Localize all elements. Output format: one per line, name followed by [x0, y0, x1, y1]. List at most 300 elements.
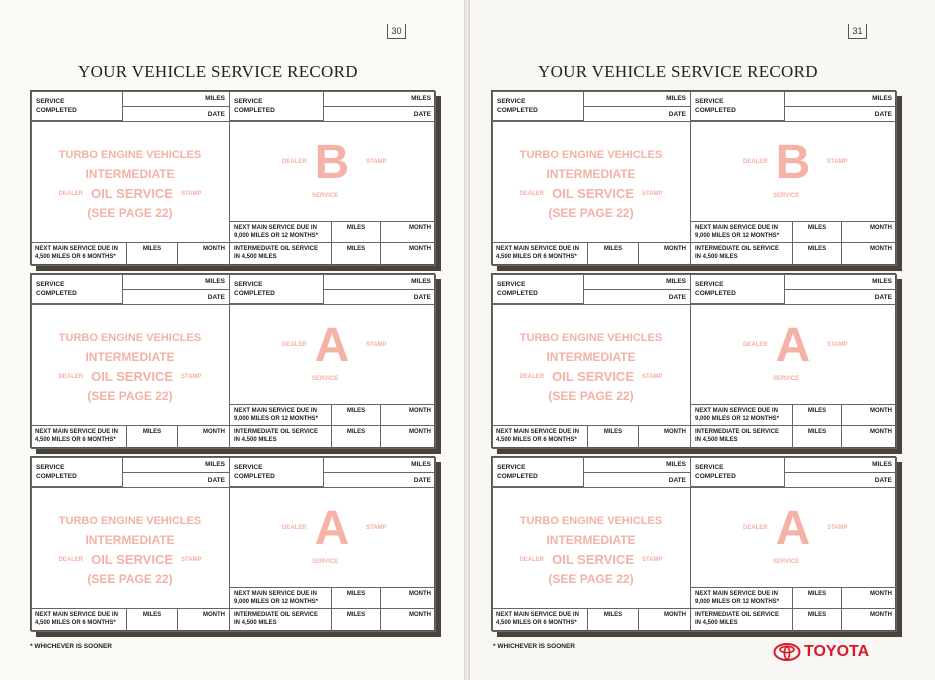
- month-label: MONTH: [203, 246, 225, 252]
- turbo-line1: TURBO ENGINE VEHICLES: [58, 332, 202, 344]
- intermediate-label: [229, 242, 332, 266]
- next-main-4500-label: [492, 242, 588, 266]
- next-main-4500-miles[interactable]: [126, 425, 178, 449]
- intermediate-miles[interactable]: [792, 425, 842, 449]
- intermediate-month[interactable]: [841, 425, 897, 449]
- stamp-dealer: DEALER: [743, 342, 768, 348]
- service-label: SERVICE: [36, 98, 65, 105]
- service-letter: B: [314, 136, 350, 189]
- miles-field-1[interactable]: [583, 457, 691, 473]
- next-main-9000-month[interactable]: [380, 587, 436, 609]
- next-main-9000-label: [229, 404, 332, 426]
- intermediate-line2: IN 4,500 MILES: [234, 436, 277, 443]
- turbo-stamp: STAMP: [642, 374, 663, 381]
- service-completed-label-box: [31, 457, 123, 487]
- date-field-2[interactable]: [784, 472, 897, 488]
- date-field-1[interactable]: [122, 472, 230, 488]
- month-label: MONTH: [870, 246, 892, 252]
- stamp-service: SERVICE: [773, 193, 800, 199]
- service-label: SERVICE: [695, 98, 724, 105]
- service-label: SERVICE: [695, 464, 724, 471]
- intermediate-line1: INTERMEDIATE OIL SERVICE: [234, 429, 319, 435]
- next-main-9000-label: [690, 404, 793, 426]
- next-main-4500-line2: 4,500 MILES OR 6 MONTHS*: [35, 253, 116, 260]
- miles-label: MILES: [346, 612, 366, 618]
- miles-label: MILES: [411, 95, 431, 102]
- miles-label: MILES: [346, 225, 366, 231]
- service-letter: A: [775, 502, 811, 555]
- date-field-2[interactable]: [784, 289, 897, 305]
- date-label: DATE: [207, 477, 225, 484]
- stamp-dealer: DEALER: [282, 159, 307, 165]
- service-completed-label-box-2: [690, 457, 785, 487]
- next-main-4500-miles[interactable]: [587, 242, 639, 266]
- service-record-p1-r1: [30, 90, 435, 265]
- stamp-service: SERVICE: [312, 193, 339, 199]
- date-field-1[interactable]: [583, 289, 691, 305]
- miles-label: MILES: [411, 278, 431, 285]
- date-label: DATE: [874, 294, 892, 301]
- next-main-4500-label: [31, 425, 127, 449]
- miles-field-2[interactable]: [323, 91, 436, 107]
- next-main-4500-label: [31, 608, 127, 632]
- next-main-4500-line2: 4,500 MILES OR 6 MONTHS*: [496, 619, 577, 626]
- toyota-emblem-icon: [773, 643, 801, 661]
- intermediate-line1: INTERMEDIATE OIL SERVICE: [695, 429, 780, 435]
- next-main-4500-month[interactable]: [177, 608, 230, 632]
- next-main-4500-miles[interactable]: [126, 608, 178, 632]
- next-main-9000-month[interactable]: [841, 587, 897, 609]
- service-letter: A: [775, 319, 811, 372]
- service-completed-label-box-2: [690, 91, 785, 121]
- stamp-service: SERVICE: [312, 376, 339, 382]
- turbo-dealer: DEALER: [58, 191, 84, 198]
- turbo-dealer: DEALER: [58, 557, 84, 564]
- completed-label: COMPLETED: [497, 290, 538, 297]
- stamp-stamp: STAMP: [366, 159, 387, 165]
- date-field-1[interactable]: [583, 106, 691, 122]
- intermediate-line2: IN 4,500 MILES: [234, 253, 277, 260]
- service-completed-label-box: [31, 91, 123, 121]
- next-main-9000-month[interactable]: [380, 404, 436, 426]
- turbo-line3: OIL SERVICE: [91, 552, 173, 567]
- service-label: SERVICE: [695, 281, 724, 288]
- miles-label: MILES: [603, 429, 623, 435]
- date-field-2[interactable]: [323, 289, 436, 305]
- turbo-line3: OIL SERVICE: [552, 552, 634, 567]
- next-main-9000-month[interactable]: [841, 221, 897, 243]
- turbo-line4: (SEE PAGE 22): [548, 206, 634, 221]
- record-card: [30, 90, 435, 265]
- miles-label: MILES: [807, 612, 827, 618]
- date-field-2[interactable]: [323, 106, 436, 122]
- stamp-stamp: STAMP: [366, 525, 387, 531]
- intermediate-month[interactable]: [380, 425, 436, 449]
- turbo-line3: OIL SERVICE: [552, 186, 634, 201]
- miles-label: MILES: [872, 461, 892, 468]
- miles-label: MILES: [807, 591, 827, 597]
- date-label: DATE: [668, 294, 686, 301]
- date-field-1[interactable]: [122, 106, 230, 122]
- turbo-stamp: STAMP: [642, 191, 663, 198]
- intermediate-line1: INTERMEDIATE OIL SERVICE: [234, 612, 319, 618]
- completed-label: COMPLETED: [36, 107, 77, 114]
- turbo-line1: TURBO ENGINE VEHICLES: [519, 332, 663, 344]
- stamp-dealer: DEALER: [743, 159, 768, 165]
- turbo-line2: INTERMEDIATE: [546, 167, 636, 181]
- miles-label: MILES: [205, 278, 225, 285]
- record-card: [30, 273, 435, 448]
- next-main-9000-line2: 9,000 MILES OR 12 MONTHS*: [234, 598, 319, 605]
- turbo-line4: (SEE PAGE 22): [87, 206, 173, 221]
- service-label: SERVICE: [497, 464, 526, 471]
- next-main-4500-month[interactable]: [638, 608, 691, 632]
- turbo-stamp: STAMP: [181, 374, 202, 381]
- completed-label: COMPLETED: [695, 290, 736, 297]
- intermediate-month[interactable]: [841, 608, 897, 632]
- service-letter: B: [775, 136, 811, 189]
- completed-label: COMPLETED: [234, 473, 275, 480]
- book-gutter: [464, 0, 470, 680]
- dealer-stamp-watermark: [230, 497, 434, 577]
- dealer-stamp-watermark: [230, 131, 434, 211]
- miles-field-2[interactable]: [323, 274, 436, 290]
- miles-label: MILES: [807, 246, 827, 252]
- service-completed-label-box-2: [229, 457, 324, 487]
- month-label: MONTH: [409, 429, 431, 435]
- stamp-dealer: DEALER: [282, 525, 307, 531]
- date-label: DATE: [413, 111, 431, 118]
- next-main-4500-line2: 4,500 MILES OR 6 MONTHS*: [35, 436, 116, 443]
- miles-label: MILES: [142, 612, 162, 618]
- miles-label: MILES: [666, 461, 686, 468]
- next-main-9000-line2: 9,000 MILES OR 12 MONTHS*: [695, 415, 780, 422]
- month-label: MONTH: [409, 612, 431, 618]
- stamp-dealer: DEALER: [743, 525, 768, 531]
- service-label: SERVICE: [234, 281, 263, 288]
- intermediate-line2: IN 4,500 MILES: [234, 619, 277, 626]
- next-main-4500-miles[interactable]: [587, 425, 639, 449]
- service-record-p2-r3: [491, 456, 896, 631]
- next-main-4500-line1: NEXT MAIN SERVICE DUE IN: [35, 429, 118, 435]
- intermediate-miles[interactable]: [331, 608, 381, 632]
- toyota-logo: [773, 643, 869, 661]
- intermediate-month[interactable]: [380, 242, 436, 266]
- next-main-4500-label: [492, 425, 588, 449]
- next-main-4500-label: [31, 242, 127, 266]
- miles-field-1[interactable]: [583, 91, 691, 107]
- intermediate-line1: INTERMEDIATE OIL SERVICE: [695, 612, 780, 618]
- month-label: MONTH: [664, 246, 686, 252]
- completed-label: COMPLETED: [234, 290, 275, 297]
- next-main-4500-line1: NEXT MAIN SERVICE DUE IN: [35, 612, 118, 618]
- completed-label: COMPLETED: [497, 107, 538, 114]
- service-completed-label-box: [492, 274, 584, 304]
- next-main-9000-line2: 9,000 MILES OR 12 MONTHS*: [695, 598, 780, 605]
- miles-label: MILES: [205, 95, 225, 102]
- miles-label: MILES: [666, 95, 686, 102]
- service-completed-label-box-2: [229, 91, 324, 121]
- turbo-line4: (SEE PAGE 22): [87, 572, 173, 587]
- turbo-line1: TURBO ENGINE VEHICLES: [519, 515, 663, 527]
- miles-label: MILES: [205, 461, 225, 468]
- page-title-right: YOUR VEHICLE SERVICE RECORD: [538, 62, 818, 81]
- completed-label: COMPLETED: [36, 290, 77, 297]
- next-main-9000-month[interactable]: [841, 404, 897, 426]
- record-card: [491, 90, 896, 265]
- next-main-9000-line1: NEXT MAIN SERVICE DUE IN: [234, 591, 317, 597]
- turbo-line2: INTERMEDIATE: [85, 167, 175, 181]
- next-main-4500-line1: NEXT MAIN SERVICE DUE IN: [496, 612, 579, 618]
- stamp-stamp: STAMP: [827, 342, 848, 348]
- stamp-stamp: STAMP: [827, 525, 848, 531]
- month-label: MONTH: [409, 225, 431, 231]
- service-label: SERVICE: [497, 98, 526, 105]
- date-label: DATE: [668, 477, 686, 484]
- intermediate-miles[interactable]: [331, 242, 381, 266]
- next-main-4500-line2: 4,500 MILES OR 6 MONTHS*: [35, 619, 116, 626]
- next-main-9000-miles[interactable]: [331, 404, 381, 426]
- turbo-watermark: [31, 146, 229, 223]
- month-label: MONTH: [409, 246, 431, 252]
- service-letter: A: [314, 319, 350, 372]
- turbo-watermark: [492, 512, 690, 589]
- service-label: SERVICE: [36, 464, 65, 471]
- next-main-9000-month[interactable]: [380, 221, 436, 243]
- intermediate-month[interactable]: [841, 242, 897, 266]
- dealer-stamp-watermark: [691, 497, 895, 577]
- next-main-9000-label: [690, 221, 793, 243]
- date-label: DATE: [874, 477, 892, 484]
- turbo-watermark: [492, 329, 690, 406]
- page-title-left: YOUR VEHICLE SERVICE RECORD: [78, 62, 358, 81]
- intermediate-label: [690, 608, 793, 632]
- next-main-9000-miles[interactable]: [792, 587, 842, 609]
- miles-label: MILES: [807, 408, 827, 414]
- turbo-line2: INTERMEDIATE: [85, 533, 175, 547]
- intermediate-label: [690, 242, 793, 266]
- service-letter: A: [314, 502, 350, 555]
- service-record-p2-r2: [491, 273, 896, 448]
- miles-label: MILES: [666, 278, 686, 285]
- next-main-4500-month[interactable]: [177, 242, 230, 266]
- next-main-9000-line1: NEXT MAIN SERVICE DUE IN: [234, 408, 317, 414]
- stamp-stamp: STAMP: [366, 342, 387, 348]
- turbo-line4: (SEE PAGE 22): [548, 389, 634, 404]
- date-label: DATE: [874, 111, 892, 118]
- intermediate-month[interactable]: [380, 608, 436, 632]
- service-label: SERVICE: [234, 464, 263, 471]
- record-card: [491, 456, 896, 631]
- miles-label: MILES: [142, 246, 162, 252]
- date-label: DATE: [207, 294, 225, 301]
- service-label: SERVICE: [497, 281, 526, 288]
- turbo-stamp: STAMP: [181, 191, 202, 198]
- miles-field-2[interactable]: [784, 91, 897, 107]
- next-main-4500-line2: 4,500 MILES OR 6 MONTHS*: [496, 253, 577, 260]
- record-card: [30, 456, 435, 631]
- miles-label: MILES: [603, 612, 623, 618]
- turbo-stamp: STAMP: [181, 557, 202, 564]
- record-card: [491, 273, 896, 448]
- page-number-right: 31: [848, 24, 867, 39]
- intermediate-label: [229, 608, 332, 632]
- month-label: MONTH: [870, 408, 892, 414]
- miles-field-1[interactable]: [122, 457, 230, 473]
- stamp-service: SERVICE: [773, 376, 800, 382]
- miles-label: MILES: [872, 95, 892, 102]
- next-main-9000-line1: NEXT MAIN SERVICE DUE IN: [695, 591, 778, 597]
- miles-label: MILES: [603, 246, 623, 252]
- miles-label: MILES: [346, 408, 366, 414]
- miles-field-1[interactable]: [122, 91, 230, 107]
- intermediate-label: [229, 425, 332, 449]
- intermediate-line2: IN 4,500 MILES: [695, 436, 738, 443]
- stamp-dealer: DEALER: [282, 342, 307, 348]
- date-label: DATE: [413, 294, 431, 301]
- turbo-line2: INTERMEDIATE: [85, 350, 175, 364]
- date-label: DATE: [413, 477, 431, 484]
- turbo-line1: TURBO ENGINE VEHICLES: [58, 149, 202, 161]
- completed-label: COMPLETED: [695, 473, 736, 480]
- next-main-9000-miles[interactable]: [331, 221, 381, 243]
- next-main-9000-line2: 9,000 MILES OR 12 MONTHS*: [234, 415, 319, 422]
- next-main-4500-month[interactable]: [638, 242, 691, 266]
- month-label: MONTH: [870, 429, 892, 435]
- stamp-service: SERVICE: [312, 559, 339, 565]
- next-main-9000-miles[interactable]: [331, 587, 381, 609]
- miles-field-1[interactable]: [583, 274, 691, 290]
- next-main-9000-line1: NEXT MAIN SERVICE DUE IN: [234, 225, 317, 231]
- miles-field-2[interactable]: [323, 457, 436, 473]
- footnote-left: * WHICHEVER IS SOONER: [30, 643, 112, 650]
- service-completed-label-box: [492, 91, 584, 121]
- next-main-4500-label: [492, 608, 588, 632]
- completed-label: COMPLETED: [36, 473, 77, 480]
- turbo-line1: TURBO ENGINE VEHICLES: [519, 149, 663, 161]
- dealer-stamp-watermark: [691, 314, 895, 394]
- turbo-stamp: STAMP: [642, 557, 663, 564]
- miles-label: MILES: [807, 429, 827, 435]
- service-record-p1-r2: [30, 273, 435, 448]
- turbo-line4: (SEE PAGE 22): [87, 389, 173, 404]
- miles-label: MILES: [807, 225, 827, 231]
- turbo-line2: INTERMEDIATE: [546, 350, 636, 364]
- next-main-9000-miles[interactable]: [792, 404, 842, 426]
- turbo-watermark: [492, 146, 690, 223]
- date-field-2[interactable]: [323, 472, 436, 488]
- next-main-9000-label: [229, 221, 332, 243]
- intermediate-line2: IN 4,500 MILES: [695, 253, 738, 260]
- service-completed-label-box-2: [690, 274, 785, 304]
- dealer-stamp-watermark: [230, 314, 434, 394]
- stamp-stamp: STAMP: [827, 159, 848, 165]
- turbo-line3: OIL SERVICE: [91, 186, 173, 201]
- date-field-1[interactable]: [122, 289, 230, 305]
- intermediate-miles[interactable]: [792, 242, 842, 266]
- turbo-dealer: DEALER: [519, 557, 545, 564]
- intermediate-line1: INTERMEDIATE OIL SERVICE: [695, 246, 780, 252]
- miles-field-2[interactable]: [784, 457, 897, 473]
- service-completed-label-box: [492, 457, 584, 487]
- intermediate-label: [690, 425, 793, 449]
- next-main-4500-miles[interactable]: [587, 608, 639, 632]
- service-completed-label-box-2: [229, 274, 324, 304]
- service-record-p1-r3: [30, 456, 435, 631]
- next-main-9000-label: [229, 587, 332, 609]
- date-label: DATE: [207, 111, 225, 118]
- intermediate-miles[interactable]: [792, 608, 842, 632]
- turbo-dealer: DEALER: [519, 374, 545, 381]
- turbo-line3: OIL SERVICE: [552, 369, 634, 384]
- turbo-line3: OIL SERVICE: [91, 369, 173, 384]
- intermediate-line1: INTERMEDIATE OIL SERVICE: [234, 246, 319, 252]
- next-main-9000-label: [690, 587, 793, 609]
- next-main-4500-miles[interactable]: [126, 242, 178, 266]
- service-label: SERVICE: [234, 98, 263, 105]
- next-main-4500-line1: NEXT MAIN SERVICE DUE IN: [496, 429, 579, 435]
- next-main-4500-line2: 4,500 MILES OR 6 MONTHS*: [496, 436, 577, 443]
- completed-label: COMPLETED: [234, 107, 275, 114]
- miles-label: MILES: [142, 429, 162, 435]
- month-label: MONTH: [870, 225, 892, 231]
- service-label: SERVICE: [36, 281, 65, 288]
- next-main-9000-line1: NEXT MAIN SERVICE DUE IN: [695, 408, 778, 414]
- next-main-4500-line1: NEXT MAIN SERVICE DUE IN: [496, 246, 579, 252]
- turbo-line2: INTERMEDIATE: [546, 533, 636, 547]
- next-main-4500-line1: NEXT MAIN SERVICE DUE IN: [35, 246, 118, 252]
- miles-field-2[interactable]: [784, 274, 897, 290]
- intermediate-miles[interactable]: [331, 425, 381, 449]
- miles-field-1[interactable]: [122, 274, 230, 290]
- stamp-service: SERVICE: [773, 559, 800, 565]
- footnote-right: * WHICHEVER IS SOONER: [493, 643, 575, 650]
- next-main-4500-month[interactable]: [638, 425, 691, 449]
- date-field-2[interactable]: [784, 106, 897, 122]
- next-main-9000-miles[interactable]: [792, 221, 842, 243]
- month-label: MONTH: [870, 591, 892, 597]
- turbo-line4: (SEE PAGE 22): [548, 572, 634, 587]
- turbo-dealer: DEALER: [519, 191, 545, 198]
- miles-label: MILES: [411, 461, 431, 468]
- next-main-9000-line2: 9,000 MILES OR 12 MONTHS*: [695, 232, 780, 239]
- miles-label: MILES: [346, 246, 366, 252]
- turbo-line1: TURBO ENGINE VEHICLES: [58, 515, 202, 527]
- brand-name: TOYOTA: [804, 643, 870, 660]
- date-field-1[interactable]: [583, 472, 691, 488]
- completed-label: COMPLETED: [695, 107, 736, 114]
- service-record-p2-r1: [491, 90, 896, 265]
- page-number-left: 30: [387, 24, 406, 39]
- miles-label: MILES: [872, 278, 892, 285]
- dealer-stamp-watermark: [691, 131, 895, 211]
- turbo-watermark: [31, 329, 229, 406]
- next-main-9000-line1: NEXT MAIN SERVICE DUE IN: [695, 225, 778, 231]
- turbo-watermark: [31, 512, 229, 589]
- month-label: MONTH: [409, 408, 431, 414]
- service-completed-label-box: [31, 274, 123, 304]
- intermediate-line2: IN 4,500 MILES: [695, 619, 738, 626]
- month-label: MONTH: [203, 429, 225, 435]
- month-label: MONTH: [870, 612, 892, 618]
- month-label: MONTH: [664, 612, 686, 618]
- miles-label: MILES: [346, 591, 366, 597]
- completed-label: COMPLETED: [497, 473, 538, 480]
- next-main-4500-month[interactable]: [177, 425, 230, 449]
- month-label: MONTH: [409, 591, 431, 597]
- month-label: MONTH: [664, 429, 686, 435]
- month-label: MONTH: [203, 612, 225, 618]
